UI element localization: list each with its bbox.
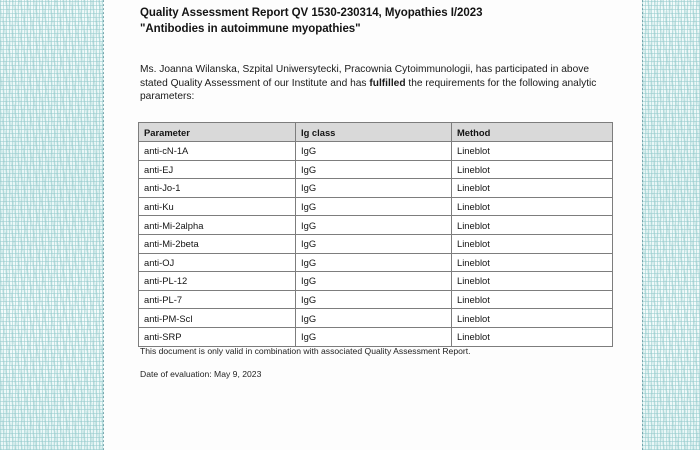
cell-parameter: anti-EJ xyxy=(139,160,296,179)
cell-ig-class: IgG xyxy=(296,290,452,309)
table-row xyxy=(139,327,613,346)
cell-ig-class: IgG xyxy=(296,160,452,179)
cell-parameter: anti-PM-Scl xyxy=(139,309,296,328)
validity-note: This document is only valid in combination with associated Quality Assessment Report. xyxy=(140,346,471,356)
table-row xyxy=(139,309,613,328)
cell-ig-class: IgG xyxy=(296,216,452,235)
cell-parameter: anti-OJ xyxy=(139,253,296,272)
intro-paragraph xyxy=(140,63,616,104)
cell-method: Lineblot xyxy=(452,309,613,328)
table-row xyxy=(139,197,613,216)
security-pattern-left xyxy=(0,0,104,450)
cell-method: Lineblot xyxy=(452,290,613,309)
cell-method: Lineblot xyxy=(452,160,613,179)
cell-method: Lineblot xyxy=(452,197,613,216)
table-row xyxy=(139,179,613,198)
cell-method: Lineblot xyxy=(452,272,613,291)
table-row xyxy=(139,234,613,253)
column-header-ig-class: Ig class xyxy=(296,123,452,142)
cell-method: Lineblot xyxy=(452,253,613,272)
parameters-table xyxy=(138,122,613,347)
cell-parameter: anti-PL-7 xyxy=(139,290,296,309)
cell-method: Lineblot xyxy=(452,216,613,235)
cell-ig-class: IgG xyxy=(296,253,452,272)
table-row xyxy=(139,160,613,179)
cell-ig-class: IgG xyxy=(296,234,452,253)
cell-parameter: anti-cN-1A xyxy=(139,142,296,161)
cell-ig-class: IgG xyxy=(296,327,452,346)
security-pattern-right xyxy=(642,0,700,450)
cell-method: Lineblot xyxy=(452,142,613,161)
evaluation-date: Date of evaluation: May 9, 2023 xyxy=(140,369,262,379)
intro-text-after: the requirements for the following analytic parameters: xyxy=(140,77,597,103)
certificate-document xyxy=(104,0,642,450)
table-row xyxy=(139,216,613,235)
column-header-method: Method xyxy=(452,123,613,142)
cell-method: Lineblot xyxy=(452,234,613,253)
table-row xyxy=(139,253,613,272)
cell-ig-class: IgG xyxy=(296,142,452,161)
cell-parameter: anti-SRP xyxy=(139,327,296,346)
table-row xyxy=(139,290,613,309)
cell-parameter: anti-Ku xyxy=(139,197,296,216)
table-header-row xyxy=(139,123,613,142)
intro-emphasis-fulfilled: fulfilled xyxy=(369,77,406,89)
page-title xyxy=(140,6,610,37)
title-line-1: Quality Assessment Report QV 1530-230314, Myopathies I/2023 xyxy=(140,7,483,19)
cell-parameter: anti-Jo-1 xyxy=(139,179,296,198)
table-row xyxy=(139,142,613,161)
table-row xyxy=(139,272,613,291)
cell-method: Lineblot xyxy=(452,179,613,198)
title-line-2: "Antibodies in autoimmune myopathies" xyxy=(140,22,361,35)
intro-text-before: Ms. Joanna Wilanska, Szpital Uniwersytecki, Pracownia Cytoimmunologii, has participated in above stated Quality Assessment of our Institute and has xyxy=(140,64,590,89)
cell-ig-class: IgG xyxy=(296,272,452,291)
cell-ig-class: IgG xyxy=(296,197,452,216)
cell-parameter: anti-Mi-2beta xyxy=(139,234,296,253)
table-body xyxy=(139,142,613,347)
cell-ig-class: IgG xyxy=(296,179,452,198)
cell-ig-class: IgG xyxy=(296,309,452,328)
cell-parameter: anti-Mi-2alpha xyxy=(139,216,296,235)
cell-method: Lineblot xyxy=(452,327,613,346)
column-header-parameter: Parameter xyxy=(139,123,296,142)
cell-parameter: anti-PL-12 xyxy=(139,272,296,291)
